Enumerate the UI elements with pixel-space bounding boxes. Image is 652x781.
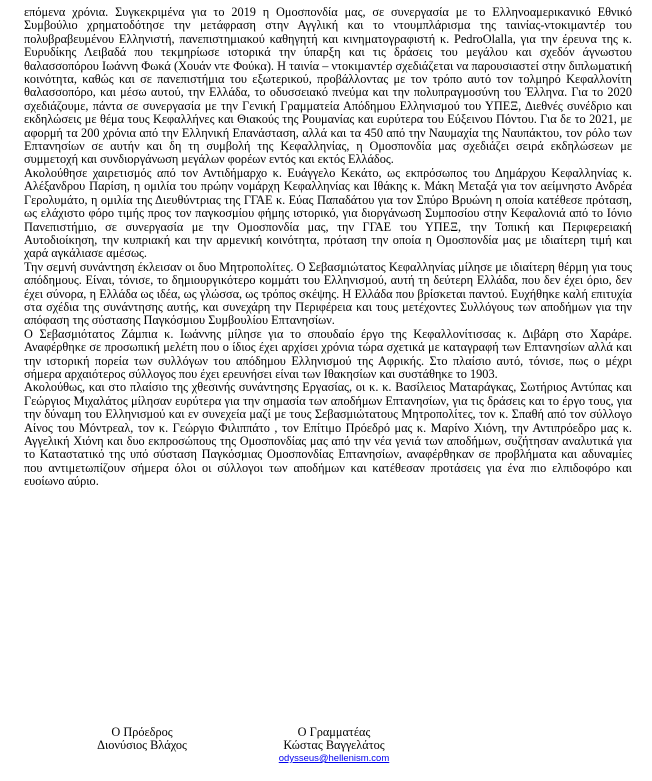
paragraph-1: επόμενα χρόνια. Συγκεκριμένα για το 2019 η Ομοσπονδία μας, σε συνεργασία με το Ελληνοαμερικανικό Εθνικό Συμβούλιο χρηματοδότησε την μετάφραση στην Αγγλική και το ντουμπλάρισμα της ταινίας-ντοκιμαντέρ του πολυβραβευμένου Ελληνιστή, πανεπιστημιακού καθηγητή και κινηματογραφιστή κ. PedroOlalla, για την έρευνα της κ. Ευρυδίκης Λειβαδά που τεκμηρίωσε ιστορικά την ύπαρξη και τις δράσεις του μεγάλου και σχεδόν άγνωστου θαλασσοπόρου Ιωάννη Φωκά (Χουάν ντε Φούκα). Η ταινία – ντοκιμαντέρ σχεδιάζεται να παρουσιαστεί στην διπλωματική κοινότητα, καθώς και σε πανεπιστήμια του εξωτερικού, προβάλλοντας με τον τρόπο αυτό τον τολμηρό Κεφαλλονίτη θαλασσοπόρο, και μέσω αυτού, την Ελλάδα, το οδυσσειακό πνεύμα και την πολυπραγμοσύνη του Έλληνα. Για το 2020 σχεδιάζουμε, πάντα σε συνεργασία με την Γενική Γραμματεία Απόδημου Ελληνισμού του ΥΠΕΞ, Διεθνές συνέδριο και εκδηλώσεις με θέμα τους Κεφαλλήνες και Θιακούς της Ρουμανίας και ευρύτερα του Εύξεινου Πόντου. Για δε το 2021, με αφορμή τα 200 χρόνια από την Ελληνική Επανάσταση, αλλά και τα 450 από την Ναυμαχία της Ναυπάκτου, τον ρόλο των Επτανησίων σε αυτήν και δη τη συμβολή της Κεφαλληνίας, η Ομοσπονδία μας σχεδιάζει σειρά εκδηλώσεων με συμμετοχή και συνδιοργάνωση μεγάλων φορέων εντός και εκτός Ελλάδος. <box>24 5 632 167</box>
secretary-title: Ο Γραμματέας <box>297 725 371 739</box>
paragraph-4: Ο Σεβασμιότατος Ζάμπια κ. Ιωάννης μίλησε για το σπουδαίο έργο της Κεφαλλονίτισσας κ. Διβάρη στο Χαράρε. Αναφέρθηκε σε προσωπική μελέτη που ο ίδιος έχει αρχίσει χρόνια τώρα σχετικά με καταγραφή των Επτανησίων αλλά και την ιστορική πορεία των συλλόγων του απόδημου Ελληνισμού της Αφρικής. Στο πλαίσιο αυτό, τόνισε, πως ο μέχρι σήμερα αρχαιότερος σύλλογος που έχει ερευνήσει είναι των Ιθακησίων και συστάθηκε το 1903. <box>24 326 632 381</box>
document-body <box>24 6 632 489</box>
paragraph-3: Την σεμνή συνάντηση έκλεισαν οι δυο Μητροπολίτες. Ο Σεβασμιώτατος Κεφαλληνίας μίλησε με ιδιαίτερη θέρμη για τους απόδημους. Είναι, τόνισε, το δημιουργικότερο κομμάτι του Ελληνισμού, αυτή τη δεύτερη Ελλάδα, που δεν έχει όριο, δεν έχει σύνορα, η Ελλάδα ως ιδέα, ως γλώσσα, ως τρόπος σκέψης. Η Ελλάδα που βρίσκεται παντού. Ευχήθηκε καλή επιτυχία στα σχέδια της συνάντησης αυτής, και συνεχάρη την Περιφέρεια και τους μετέχοντες Συλλόγους των αποδήμων για την απόφαση της σύστασης Παγκόσμιου Συμβουλίου Επτανησίων. <box>24 259 632 328</box>
president-name: Διονύσιος Βλάχος <box>97 738 187 753</box>
paragraph-5: Ακολούθως, και στο πλαίσιο της χθεσινής συνάντησης Εργασίας, οι κ. κ. Βασίλειος Ματαράγκας, Σωτήριος Αντύπας και Γεώργιος Μιχαλάτος μίλησαν ευρύτερα για την σημασία των αποδήμων Επτανησίων, για τις δράσεις και το έργο τους, για την δύναμη του Ελληνισμού και εν συνεχεία μαζί με τους Σεβασμιώτατους Μητροπολίτες, τον κ. Σπαθή από τον σύλλογο Αίνος του Μόντρεαλ, τον κ. Γεώργιο Φιλιππάτο , τον Επίτιμο Πρόεδρό μας κ. Μαρίνο Χιόνη, την Αντιπρόεδρο μας κ. Αγγελική Χιόνη και δυο εκπροσώπους της Ομοσπονδίας μας από την νέα γενιά των αποδήμων, συζήτησαν αναλυτικά για το Καταστατικό της υπό σύσταση Παγκόσμιας Ομοσπονδίας Επτανησίων, αναφέρθηκαν σε προβλήματα και αδυναμίες που αντιμετωπίζουν σήμερα όλοι οι σύλλογοι των αποδήμων και κατέθεσαν προτάσεις για ένα πιο ελπιδοφόρο και ευοίωνο αύριο. <box>24 380 632 489</box>
paragraph-2: Ακολούθησε χαιρετισμός από τον Αντιδήμαρχο κ. Ευάγγελο Κεκάτο, ως εκπρόσωπος του Δημάρχου Κεφαλληνίας κ. Αλέξανδρου Παρίση, η ομιλία του πρώην νομάρχη Κεφαλληνίας και Ιθάκης κ. Μάκη Μεταξά για τον αείμνηστο Ανδρέα Γερολυμάτο, η ομιλία της Διευθύντριας της ΓΓΑΕ κ. Εύας Παπαδάτου για τον Σπύρο Βρυώνη η οποία κατέθεσε πρόταση, ως ελάχιστο φόρο τιμής προς τον παγκοσμίου φήμης ιστορικό, για διοργάνωση Συμποσίου στην Κεφαλονιά από το Ιόνιο Πανεπιστήμιο, σε συνεργασία με την Ομοσπονδία μας, την ΓΓΑΕ του ΥΠΕΞ, την Τοπική και Περιφερειακή Αυτοδιοίκηση, την κυπριακή και την αρμενική κοινότητα, πρόταση την οποία η Ομοσπονδία μας με ιδιαίτερη τιμή και χαρά αγκάλιασε αμέσως. <box>24 165 632 261</box>
secretary-signature <box>268 726 400 764</box>
email-link[interactable]: odysseus@hellenism.com <box>278 752 390 764</box>
secretary-name: Κώστας Βαγγελάτος <box>283 738 385 753</box>
president-title: Ο Πρόεδρος <box>111 725 173 739</box>
president-signature <box>82 726 202 753</box>
